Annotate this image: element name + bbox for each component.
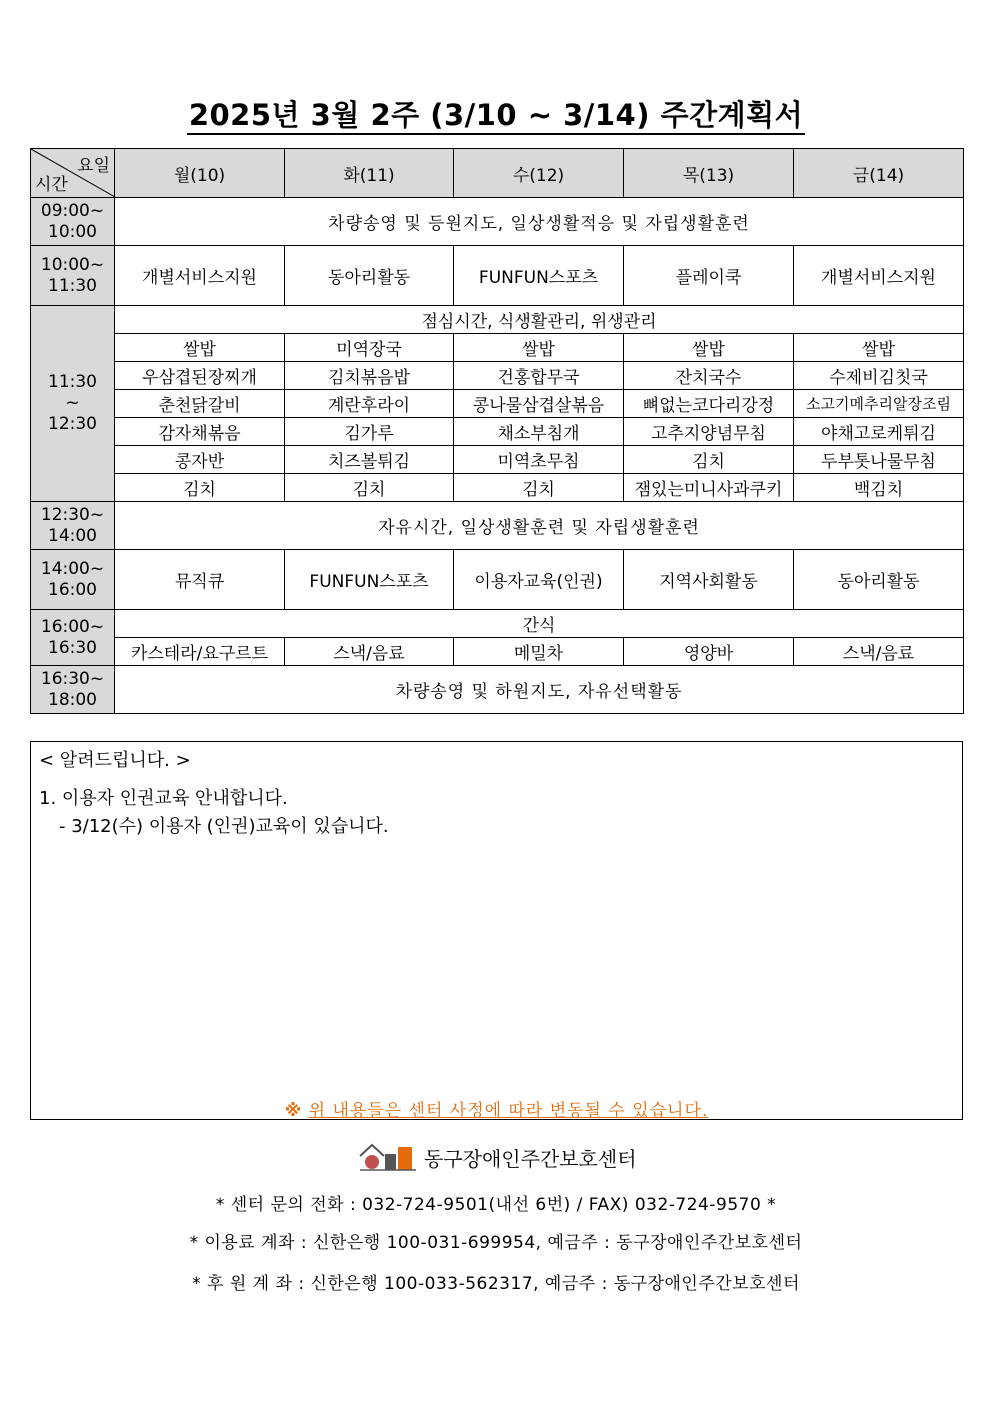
menu-item: 쌀밥 [454,334,624,362]
lunch-title-row [31,306,964,334]
menu-item: 뼈없는코다리강정 [624,390,794,418]
menu-row [31,362,964,390]
menu-item: 야채고로케튀김 [794,418,964,446]
snack-title: 간식 [115,610,964,638]
time-cell: 16:00~ 16:30 [31,610,115,666]
activity-cell: 동아리활동 [285,246,454,306]
menu-item: 잔치국수 [624,362,794,390]
menu-item: 미역장국 [285,334,454,362]
menu-row [31,418,964,446]
time-cell: 16:30~ 18:00 [31,666,115,714]
title-text: 2025년 3월 2주 (3/10 ~ 3/14) 주간계획서 [187,98,805,135]
snack-item: 메밀차 [454,638,624,666]
slot-1400 [31,550,964,610]
menu-item: 소고기메추리알장조림 [794,390,964,418]
notice-box [30,741,963,1120]
menu-item: 채소부침개 [454,418,624,446]
slot-1000 [31,246,964,306]
menu-item: 미역초무침 [454,446,624,474]
menu-row [31,390,964,418]
slot-0900 [31,198,964,246]
menu-row [31,474,964,502]
menu-item: 치즈볼튀김 [285,446,454,474]
menu-item: 김치 [285,474,454,502]
menu-item: 김치 [624,446,794,474]
page-title [0,95,992,135]
activity-cell: 플레이쿡 [624,246,794,306]
contact-line: * 센터 문의 전화 : 032-724-9501(내선 6번) / FAX) 032-724-9570 * [215,1195,777,1215]
activity-cell: 개별서비스지원 [794,246,964,306]
day-header-tue: 화(11) [285,149,454,198]
menu-item: 쌀밥 [624,334,794,362]
activity-cell: 뮤직큐 [115,550,285,610]
menu-item: 춘천닭갈비 [115,390,285,418]
activity-cell: 동아리활동 [794,550,964,610]
corner-time-label: 시간 [35,175,68,195]
menu-item: 수제비김칫국 [794,362,964,390]
lunch-title: 점심시간, 식생활관리, 위생관리 [115,306,964,334]
time-cell: 11:30 ~ 12:30 [31,306,115,502]
menu-item: 감자채볶음 [115,418,285,446]
snack-row [31,638,964,666]
reference-mark: ※ [284,1101,303,1121]
slot-activity: 차량송영 및 등원지도, 일상생활적응 및 자립생활훈련 [115,198,964,246]
menu-item: 우삼겹된장찌개 [115,362,285,390]
menu-item: 김치 [115,474,285,502]
day-header-thu: 목(13) [624,149,794,198]
weekly-schedule-table [30,148,964,714]
menu-item: 김치 [454,474,624,502]
snack-title-row [31,610,964,638]
corner-day-label: 요일 [77,156,110,176]
day-header-fri: 금(14) [794,149,964,198]
notice-line: - 3/12(수) 이용자 (인권)교육이 있습니다. [59,816,389,837]
menu-item: 콩나물삼겹살볶음 [454,390,624,418]
menu-item: 김치볶음밥 [285,362,454,390]
activity-cell: FUNFUN스포츠 [454,246,624,306]
menu-item: 두부톳나물무침 [794,446,964,474]
activity-cell: 지역사회활동 [624,550,794,610]
fee-account-line: * 이용료 계좌 : 신한은행 100-031-699954, 예금주 : 동구장애인주간보호센터 [189,1233,803,1253]
menu-item: 계란후라이 [285,390,454,418]
menu-item: 김가루 [285,418,454,446]
snack-item: 카스테라/요구르트 [115,638,285,666]
slot-1630 [31,666,964,714]
center-logo [358,1140,637,1174]
donation-account-line: * 후 원 계 좌 : 신한은행 100-033-562317, 예금주 : 동구장애인주간보호센터 [192,1274,800,1294]
menu-item: 고추지양념무침 [624,418,794,446]
snack-item: 영양바 [624,638,794,666]
slot-1230 [31,502,964,550]
header-row [31,149,964,198]
day-header-wed: 수(12) [454,149,624,198]
slot-activity: 자유시간, 일상생활훈련 및 자립생활훈련 [115,502,964,550]
menu-item: 백김치 [794,474,964,502]
menu-row [31,334,964,362]
day-header-mon: 월(10) [115,149,285,198]
menu-item: 건홍합무국 [454,362,624,390]
menu-item: 쌀밥 [794,334,964,362]
menu-item: 콩자반 [115,446,285,474]
warning-text: 위 내용들은 센터 사정에 따라 변동될 수 있습니다. [308,1101,709,1121]
house-logo-icon [358,1142,418,1172]
corner-cell [31,149,115,198]
activity-cell: 이용자교육(인권) [454,550,624,610]
time-cell: 14:00~ 16:00 [31,550,115,610]
time-cell: 09:00~ 10:00 [31,198,115,246]
change-warning [31,1096,962,1121]
activity-cell: 개별서비스지원 [115,246,285,306]
notice-line: 1. 이용자 인권교육 안내합니다. [39,788,288,809]
notice-heading: < 알려드립니다. > [39,750,191,771]
menu-item: 잼있는미니사과쿠키 [624,474,794,502]
slot-activity: 차량송영 및 하원지도, 자유선택활동 [115,666,964,714]
center-name: 동구장애인주간보호센터 [424,1146,637,1171]
menu-row [31,446,964,474]
time-cell: 10:00~ 11:30 [31,246,115,306]
snack-item: 스낵/음료 [285,638,454,666]
activity-cell: FUNFUN스포츠 [285,550,454,610]
snack-item: 스낵/음료 [794,638,964,666]
time-cell: 12:30~ 14:00 [31,502,115,550]
menu-item: 쌀밥 [115,334,285,362]
